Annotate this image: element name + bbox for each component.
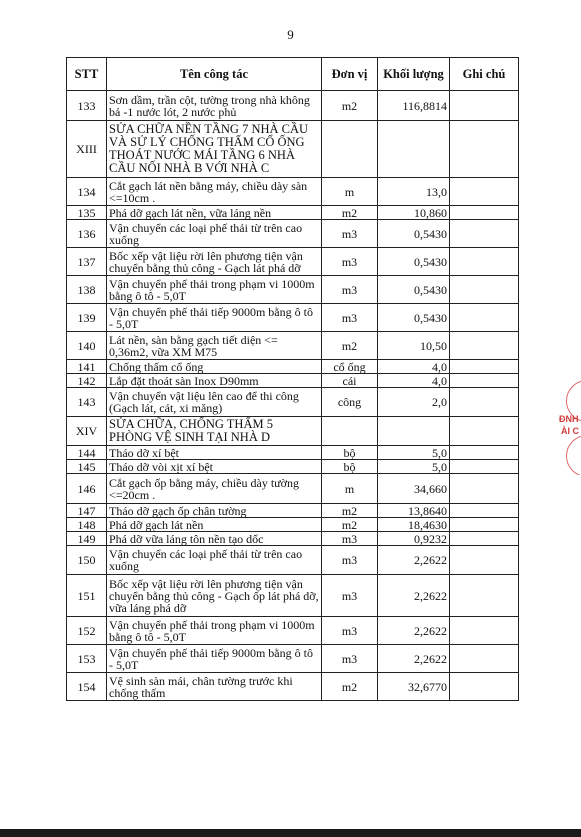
table-row bbox=[67, 645, 519, 673]
row-stt: 137 bbox=[67, 248, 107, 276]
row-stt: 145 bbox=[67, 460, 107, 474]
row-stt: 148 bbox=[67, 518, 107, 532]
row-name: Vận chuyển các loại phế thải từ trên cao xuống bbox=[107, 546, 322, 575]
table-row bbox=[67, 504, 519, 518]
row-note bbox=[450, 276, 519, 304]
row-unit: m2 bbox=[322, 673, 378, 701]
row-stt: 134 bbox=[67, 178, 107, 206]
row-note bbox=[450, 220, 519, 248]
row-qty: 0,5430 bbox=[378, 276, 450, 304]
table-row bbox=[67, 388, 519, 417]
header-note: Ghi chú bbox=[450, 58, 519, 91]
table-row bbox=[67, 121, 519, 178]
row-qty: 13,0 bbox=[378, 178, 450, 206]
table-row bbox=[67, 546, 519, 575]
row-stt: 138 bbox=[67, 276, 107, 304]
stamp-text-1: ĐNH bbox=[559, 414, 579, 424]
row-unit: công bbox=[322, 388, 378, 417]
table-row bbox=[67, 304, 519, 332]
row-stt: 141 bbox=[67, 360, 107, 374]
row-unit: m3 bbox=[322, 532, 378, 546]
row-name: Vận chuyển các loại phế thải từ trên cao xuống bbox=[107, 220, 322, 248]
row-unit: m3 bbox=[322, 546, 378, 575]
row-name: Vận chuyển phế thải trong phạm vi 1000m bằng ô tô - 5,0T bbox=[107, 617, 322, 645]
row-name: Phá dỡ vữa láng tôn nền tạo dốc bbox=[107, 532, 322, 546]
row-qty: 34,660 bbox=[378, 474, 450, 504]
row-name: Lắp đặt thoát sàn Inox D90mm bbox=[107, 374, 322, 388]
row-unit: bộ bbox=[322, 460, 378, 474]
row-name: Lát nền, sàn bằng gạch tiết diện <= 0,36m2, vữa XM M75 bbox=[107, 332, 322, 360]
table-row bbox=[67, 91, 519, 121]
row-qty: 4,0 bbox=[378, 360, 450, 374]
row-unit: m3 bbox=[322, 617, 378, 645]
row-note bbox=[450, 575, 519, 617]
row-name: Phá dỡ gạch lát nền bbox=[107, 518, 322, 532]
row-qty: 5,0 bbox=[378, 446, 450, 460]
scan-bottom-edge bbox=[0, 829, 581, 837]
row-unit bbox=[322, 121, 378, 178]
row-note bbox=[450, 121, 519, 178]
row-unit: m2 bbox=[322, 504, 378, 518]
row-note bbox=[450, 504, 519, 518]
row-note bbox=[450, 446, 519, 460]
row-qty: 13,8640 bbox=[378, 504, 450, 518]
row-stt: 133 bbox=[67, 91, 107, 121]
row-qty: 18,4630 bbox=[378, 518, 450, 532]
row-stt: XIII bbox=[67, 121, 107, 178]
table-row bbox=[67, 276, 519, 304]
row-note bbox=[450, 248, 519, 276]
row-note bbox=[450, 360, 519, 374]
row-unit: m bbox=[322, 178, 378, 206]
row-stt: 151 bbox=[67, 575, 107, 617]
row-note bbox=[450, 91, 519, 121]
row-unit: bộ bbox=[322, 446, 378, 460]
table-row bbox=[67, 460, 519, 474]
row-stt: 143 bbox=[67, 388, 107, 417]
row-name: Vận chuyển phế thải trong phạm vi 1000m bằng ô tô - 5,0T bbox=[107, 276, 322, 304]
row-name: Tháo dỡ gạch ốp chân tường bbox=[107, 504, 322, 518]
row-note bbox=[450, 374, 519, 388]
row-note bbox=[450, 546, 519, 575]
row-name: Vận chuyển phế thải tiếp 9000m bằng ô tô - 5,0T bbox=[107, 304, 322, 332]
row-note bbox=[450, 673, 519, 701]
table-row bbox=[67, 575, 519, 617]
row-qty: 2,2622 bbox=[378, 645, 450, 673]
table-row bbox=[67, 446, 519, 460]
row-qty: 32,6770 bbox=[378, 673, 450, 701]
table-row bbox=[67, 417, 519, 446]
row-note bbox=[450, 417, 519, 446]
table-row bbox=[67, 360, 519, 374]
row-note bbox=[450, 178, 519, 206]
row-qty: 2,0 bbox=[378, 388, 450, 417]
row-name: Cắt gạch ốp bằng máy, chiều dày tường <=20cm . bbox=[107, 474, 322, 504]
row-name: Bốc xếp vật liệu rời lên phương tiện vận chuyển bằng thủ công - Gạch lát phá dỡ bbox=[107, 248, 322, 276]
row-unit: m3 bbox=[322, 645, 378, 673]
row-stt: 135 bbox=[67, 206, 107, 220]
row-unit: m2 bbox=[322, 91, 378, 121]
stamp-ring-bottom bbox=[566, 435, 581, 475]
row-stt: XIV bbox=[67, 417, 107, 446]
header-qty: Khối lượng bbox=[378, 58, 450, 91]
row-name: SỬA CHỮA, CHỐNG THẤM 5 PHÒNG VỆ SINH TẠI NHÀ D bbox=[107, 417, 322, 446]
stamp-text-2: ÀI C bbox=[561, 426, 579, 436]
row-name: Bốc xếp vật liệu rời lên phương tiện vận chuyển bằng thủ công - Gạch ốp lát phá dỡ, vữa láng phá dỡ bbox=[107, 575, 322, 617]
row-stt: 152 bbox=[67, 617, 107, 645]
row-stt: 154 bbox=[67, 673, 107, 701]
row-unit: m3 bbox=[322, 276, 378, 304]
row-stt: 140 bbox=[67, 332, 107, 360]
row-note bbox=[450, 474, 519, 504]
row-note bbox=[450, 304, 519, 332]
row-unit: m3 bbox=[322, 575, 378, 617]
table-row bbox=[67, 617, 519, 645]
row-note bbox=[450, 532, 519, 546]
row-qty: 0,5430 bbox=[378, 220, 450, 248]
row-stt: 147 bbox=[67, 504, 107, 518]
row-stt: 142 bbox=[67, 374, 107, 388]
row-note bbox=[450, 518, 519, 532]
page-number: 9 bbox=[287, 27, 294, 42]
row-unit: m bbox=[322, 474, 378, 504]
table-row bbox=[67, 248, 519, 276]
row-name: Vệ sinh sàn mái, chân tường trước khi chống thấm bbox=[107, 673, 322, 701]
table-row bbox=[67, 374, 519, 388]
row-qty: 0,5430 bbox=[378, 304, 450, 332]
row-note bbox=[450, 460, 519, 474]
row-stt: 146 bbox=[67, 474, 107, 504]
row-unit bbox=[322, 417, 378, 446]
row-stt: 144 bbox=[67, 446, 107, 460]
row-name: Tháo dỡ vòi xịt xí bệt bbox=[107, 460, 322, 474]
table-header-row bbox=[67, 58, 519, 91]
row-name: SỬA CHỮA NỀN TẦNG 7 NHÀ CẦU VÀ SỬ LÝ CHỐNG THẤM CỔ ỐNG THOÁT NƯỚC MÁI TẦNG 6 NHÀ CẦU NỐI NHÀ B VỚI NHÀ C bbox=[107, 121, 322, 178]
table-row bbox=[67, 332, 519, 360]
row-qty: 10,50 bbox=[378, 332, 450, 360]
row-qty: 0,9232 bbox=[378, 532, 450, 546]
row-qty: 4,0 bbox=[378, 374, 450, 388]
row-unit: m2 bbox=[322, 518, 378, 532]
row-name: Vận chuyển phế thải tiếp 9000m bằng ô tô - 5,0T bbox=[107, 645, 322, 673]
row-unit: m3 bbox=[322, 304, 378, 332]
row-qty bbox=[378, 121, 450, 178]
row-note bbox=[450, 206, 519, 220]
work-items-table bbox=[66, 57, 519, 701]
row-name: Vận chuyển vật liệu lên cao để thi công (Gạch lát, cát, xi măng) bbox=[107, 388, 322, 417]
row-note bbox=[450, 388, 519, 417]
table-row bbox=[67, 178, 519, 206]
row-name: Tháo dỡ xí bệt bbox=[107, 446, 322, 460]
table-row bbox=[67, 518, 519, 532]
row-qty: 5,0 bbox=[378, 460, 450, 474]
row-qty: 2,2622 bbox=[378, 546, 450, 575]
header-unit: Đơn vị bbox=[322, 58, 378, 91]
row-unit: m2 bbox=[322, 332, 378, 360]
row-name: Phá dỡ gạch lát nền, vữa láng nền bbox=[107, 206, 322, 220]
row-qty bbox=[378, 417, 450, 446]
row-note bbox=[450, 645, 519, 673]
row-unit: m3 bbox=[322, 248, 378, 276]
row-unit: m3 bbox=[322, 220, 378, 248]
row-qty: 0,5430 bbox=[378, 248, 450, 276]
table-row bbox=[67, 206, 519, 220]
table-row bbox=[67, 474, 519, 504]
row-stt: 149 bbox=[67, 532, 107, 546]
row-qty: 2,2622 bbox=[378, 617, 450, 645]
table-row bbox=[67, 220, 519, 248]
row-stt: 150 bbox=[67, 546, 107, 575]
table-row bbox=[67, 532, 519, 546]
row-unit: m2 bbox=[322, 206, 378, 220]
official-stamp bbox=[558, 380, 581, 475]
row-stt: 136 bbox=[67, 220, 107, 248]
row-note bbox=[450, 332, 519, 360]
row-unit: cái bbox=[322, 374, 378, 388]
header-stt: STT bbox=[67, 58, 107, 91]
row-name: Cắt gạch lát nền bằng máy, chiều dày sàn <=10cm . bbox=[107, 178, 322, 206]
row-stt: 153 bbox=[67, 645, 107, 673]
row-unit: cổ ống bbox=[322, 360, 378, 374]
row-name: Sơn dầm, trần cột, tường trong nhà không bả -1 nước lót, 2 nước phủ bbox=[107, 91, 322, 121]
row-qty: 2,2622 bbox=[378, 575, 450, 617]
header-name: Tên công tác bbox=[107, 58, 322, 91]
table-row bbox=[67, 673, 519, 701]
row-qty: 10,860 bbox=[378, 206, 450, 220]
row-stt: 139 bbox=[67, 304, 107, 332]
row-name: Chống thấm cổ ống bbox=[107, 360, 322, 374]
row-note bbox=[450, 617, 519, 645]
row-qty: 116,8814 bbox=[378, 91, 450, 121]
